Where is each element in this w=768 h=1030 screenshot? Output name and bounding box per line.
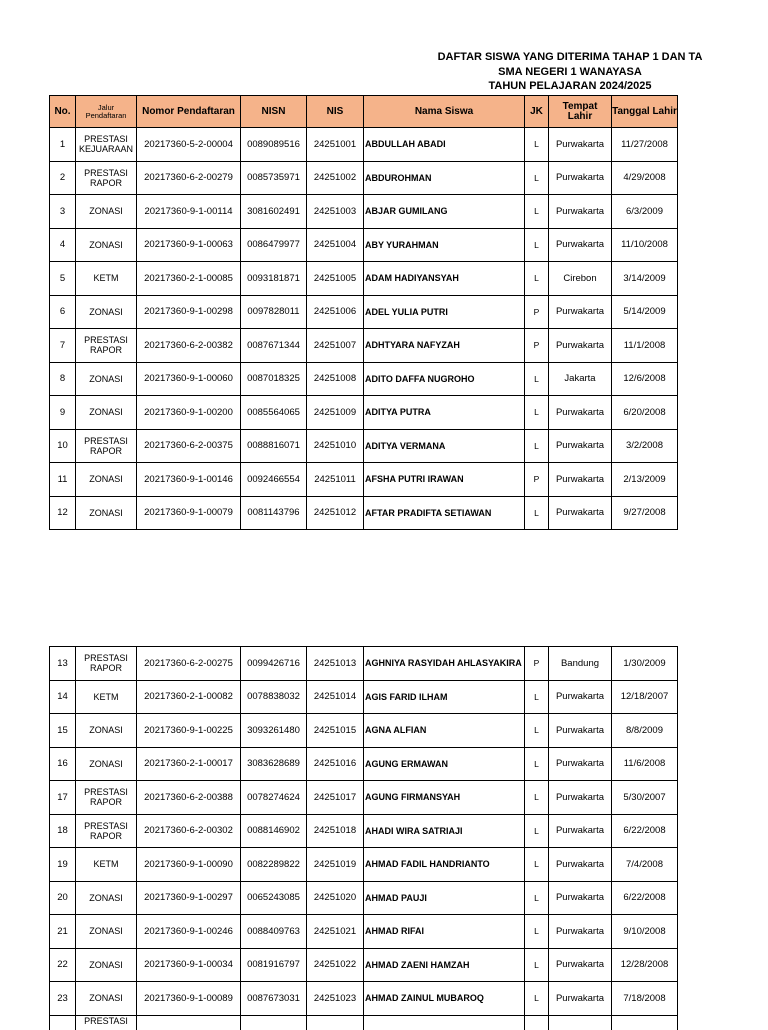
cell-nis: 24251010 (307, 429, 364, 463)
cell-tempat-lahir: Purwakarta (549, 714, 612, 748)
cell-tempat-lahir: Purwakarta (549, 496, 612, 530)
header-nama-siswa: Nama Siswa (364, 96, 525, 128)
table-row (50, 982, 678, 1016)
cell-nisn: 0078274624 (241, 781, 307, 815)
cell-nama-siswa: ABDUROHMAN (364, 161, 525, 195)
cell-nomor-pendaftaran: 20217360-9-1-00225 (137, 714, 241, 748)
cell-nomor-pendaftaran: 20217360-9-1-00200 (137, 396, 241, 430)
cell-empty (612, 1015, 678, 1030)
cell-tempat-lahir: Purwakarta (549, 948, 612, 982)
cell-nama-siswa: ADEL YULIA PUTRI (364, 295, 525, 329)
cell-nisn: 0088409763 (241, 915, 307, 949)
cell-jalur: ZONASI (76, 948, 137, 982)
cell-jk: L (525, 496, 549, 530)
table-row (50, 680, 678, 714)
table-row (50, 881, 678, 915)
cell-tempat-lahir: Purwakarta (549, 128, 612, 162)
table-row (50, 329, 678, 363)
cell-nomor-pendaftaran: 20217360-9-1-00060 (137, 362, 241, 396)
cell-no: 2 (50, 161, 76, 195)
cell-jk: L (525, 747, 549, 781)
cell-nisn: 0088816071 (241, 429, 307, 463)
cell-nomor-pendaftaran: 20217360-6-2-00279 (137, 161, 241, 195)
cell-tanggal-lahir: 11/10/2008 (612, 228, 678, 262)
cell-nomor-pendaftaran: 20217360-2-1-00082 (137, 680, 241, 714)
cell-jalur: ZONASI (76, 295, 137, 329)
cell-empty (241, 1015, 307, 1030)
cell-tempat-lahir: Purwakarta (549, 747, 612, 781)
cell-tempat-lahir: Purwakarta (549, 848, 612, 882)
cell-jalur: KETM (76, 848, 137, 882)
cell-tempat-lahir: Bandung (549, 647, 612, 681)
cell-tanggal-lahir: 11/1/2008 (612, 329, 678, 363)
cell-jalur: ZONASI (76, 496, 137, 530)
cell-tanggal-lahir: 11/27/2008 (612, 128, 678, 162)
cell-tempat-lahir: Purwakarta (549, 161, 612, 195)
cell-jalur: ZONASI (76, 396, 137, 430)
cell-tanggal-lahir: 9/10/2008 (612, 915, 678, 949)
cell-nomor-pendaftaran: 20217360-9-1-00063 (137, 228, 241, 262)
cell-jk: L (525, 948, 549, 982)
cell-tempat-lahir: Purwakarta (549, 228, 612, 262)
cell-nomor-pendaftaran: 20217360-6-2-00388 (137, 781, 241, 815)
cell-no: 17 (50, 781, 76, 815)
cell-nisn: 0087018325 (241, 362, 307, 396)
cell-jalur: PRESTASI RAPOR (76, 329, 137, 363)
cell-no: 21 (50, 915, 76, 949)
cell-nisn: 0087671344 (241, 329, 307, 363)
cell-nisn: 0081916797 (241, 948, 307, 982)
cell-tempat-lahir: Purwakarta (549, 429, 612, 463)
cell-jalur: PRESTASI RAPOR (76, 429, 137, 463)
table-row (50, 747, 678, 781)
cell-nomor-pendaftaran: 20217360-2-1-00085 (137, 262, 241, 296)
cell-nis: 24251002 (307, 161, 364, 195)
cell-nama-siswa: ADITYA PUTRA (364, 396, 525, 430)
cell-tempat-lahir: Purwakarta (549, 195, 612, 229)
cell-nis: 24251006 (307, 295, 364, 329)
cell-jk: L (525, 362, 549, 396)
header-nomor-pendaftaran: Nomor Pendaftaran (137, 96, 241, 128)
cell-jk: L (525, 161, 549, 195)
table-row (50, 128, 678, 162)
cell-jk: L (525, 915, 549, 949)
table-row (50, 496, 678, 530)
cell-tempat-lahir: Purwakarta (549, 915, 612, 949)
cell-jk: L (525, 128, 549, 162)
cell-nama-siswa: ADITYA VERMANA (364, 429, 525, 463)
table-row (50, 195, 678, 229)
cell-jalur: ZONASI (76, 228, 137, 262)
title-line-1: DAFTAR SISWA YANG DITERIMA TAHAP 1 DAN TA (437, 51, 703, 63)
student-table-page-1 (49, 95, 678, 530)
cell-tanggal-lahir: 5/14/2009 (612, 295, 678, 329)
table-row (50, 781, 678, 815)
cell-nis: 24251011 (307, 463, 364, 497)
table-row (50, 647, 678, 681)
cell-jalur: ZONASI (76, 915, 137, 949)
cell-nama-siswa: ADAM HADIYANSYAH (364, 262, 525, 296)
cell-nis: 24251014 (307, 680, 364, 714)
cell-nama-siswa: AGNA ALFIAN (364, 714, 525, 748)
cell-nisn: 0082289822 (241, 848, 307, 882)
cell-jk: P (525, 329, 549, 363)
header-tempat-lahir: Tempat Lahir (549, 96, 612, 128)
cell-tanggal-lahir: 9/27/2008 (612, 496, 678, 530)
cell-tanggal-lahir: 2/13/2009 (612, 463, 678, 497)
cell-jk: L (525, 814, 549, 848)
cell-jalur: PRESTASI KEJUARAAN (76, 128, 137, 162)
cell-jalur: ZONASI (76, 982, 137, 1016)
cell-nis: 24251016 (307, 747, 364, 781)
cell-nisn: 0078838032 (241, 680, 307, 714)
cell-nomor-pendaftaran: 20217360-9-1-00034 (137, 948, 241, 982)
cell-jalur: PRESTASI RAPOR (76, 647, 137, 681)
cell-nomor-pendaftaran: 20217360-9-1-00298 (137, 295, 241, 329)
cell-nama-siswa: AGIS FARID ILHAM (364, 680, 525, 714)
cell-nis: 24251019 (307, 848, 364, 882)
cell-nis: 24251021 (307, 915, 364, 949)
cell-nomor-pendaftaran: 20217360-6-2-00375 (137, 429, 241, 463)
cell-no: 8 (50, 362, 76, 396)
cell-nama-siswa: AHMAD RIFAI (364, 915, 525, 949)
cell-no: 14 (50, 680, 76, 714)
cell-nis: 24251012 (307, 496, 364, 530)
cell-jk: P (525, 647, 549, 681)
title-line-2: SMA NEGERI 1 WANAYASA (498, 65, 642, 78)
cell-no: 1 (50, 128, 76, 162)
cell-jalur: PRESTASI RAPOR (76, 161, 137, 195)
header-tanggal-lahir: Tanggal Lahir (612, 96, 678, 128)
cell-no: 7 (50, 329, 76, 363)
cell-nama-siswa: ADITO DAFFA NUGROHO (364, 362, 525, 396)
cell-nomor-pendaftaran: 20217360-9-1-00090 (137, 848, 241, 882)
cell-tempat-lahir: Purwakarta (549, 295, 612, 329)
cell-tanggal-lahir: 11/6/2008 (612, 747, 678, 781)
cell-tanggal-lahir: 6/20/2008 (612, 396, 678, 430)
cell-nomor-pendaftaran: 20217360-9-1-00089 (137, 982, 241, 1016)
cell-jk: L (525, 781, 549, 815)
cell-no: 9 (50, 396, 76, 430)
cell-no: 16 (50, 747, 76, 781)
table-row (50, 463, 678, 497)
table-row (50, 228, 678, 262)
cell-tempat-lahir: Purwakarta (549, 396, 612, 430)
cell-nama-siswa: ABDULLAH ABADI (364, 128, 525, 162)
table-header-row (50, 96, 678, 128)
cell-nomor-pendaftaran: 20217360-9-1-00146 (137, 463, 241, 497)
cell-tanggal-lahir: 5/30/2007 (612, 781, 678, 815)
cell-jalur: ZONASI (76, 714, 137, 748)
cell-nomor-pendaftaran: 20217360-9-1-00114 (137, 195, 241, 229)
cell-jk: L (525, 982, 549, 1016)
cell-tempat-lahir: Purwakarta (549, 329, 612, 363)
cell-no: 20 (50, 881, 76, 915)
cell-nis: 24251023 (307, 982, 364, 1016)
cell-nama-siswa: ABJAR GUMILANG (364, 195, 525, 229)
cell-jk: L (525, 680, 549, 714)
cell-jalur: PRESTASI RAPOR (76, 814, 137, 848)
cell-nama-siswa: AHMAD FADIL HANDRIANTO (364, 848, 525, 882)
cell-empty (50, 1015, 76, 1030)
cell-tempat-lahir: Purwakarta (549, 781, 612, 815)
cell-nisn: 0087673031 (241, 982, 307, 1016)
cell-jalur: KETM (76, 262, 137, 296)
cell-nomor-pendaftaran: 20217360-9-1-00079 (137, 496, 241, 530)
cell-nisn: 0086479977 (241, 228, 307, 262)
cell-empty (525, 1015, 549, 1030)
table-row (50, 915, 678, 949)
cell-tempat-lahir: Jakarta (549, 362, 612, 396)
cell-no: 12 (50, 496, 76, 530)
cell-nis: 24251003 (307, 195, 364, 229)
cell-nisn: 0097828011 (241, 295, 307, 329)
cell-nomor-pendaftaran: 20217360-9-1-00297 (137, 881, 241, 915)
cell-no: 11 (50, 463, 76, 497)
table-row (50, 814, 678, 848)
cell-jalur: ZONASI (76, 463, 137, 497)
cell-nama-siswa: AFSHA PUTRI IRAWAN (364, 463, 525, 497)
cell-tanggal-lahir: 6/22/2008 (612, 814, 678, 848)
table-row (50, 295, 678, 329)
cell-nama-siswa: AGHNIYA RASYIDAH AHLASYAKIRA (364, 647, 525, 681)
cell-tempat-lahir: Purwakarta (549, 982, 612, 1016)
cell-tanggal-lahir: 7/4/2008 (612, 848, 678, 882)
cell-tanggal-lahir: 7/18/2008 (612, 982, 678, 1016)
cell-nomor-pendaftaran: 20217360-9-1-00246 (137, 915, 241, 949)
cell-jalur: ZONASI (76, 362, 137, 396)
cell-empty (307, 1015, 364, 1030)
cell-nisn: 3081602491 (241, 195, 307, 229)
cell-nomor-pendaftaran: 20217360-6-2-00302 (137, 814, 241, 848)
header-jalur: Jalur Pendaftaran (76, 96, 137, 128)
cell-nama-siswa: AHMAD ZAINUL MUBAROQ (364, 982, 525, 1016)
cell-jk: L (525, 429, 549, 463)
cell-nisn: 0089089516 (241, 128, 307, 162)
cell-nisn: 0088146902 (241, 814, 307, 848)
cell-nama-siswa: AHMAD ZAENI HAMZAH (364, 948, 525, 982)
table-row (50, 161, 678, 195)
cell-jk: L (525, 881, 549, 915)
cell-no: 15 (50, 714, 76, 748)
cell-no: 5 (50, 262, 76, 296)
cell-jalur: ZONASI (76, 747, 137, 781)
cell-no: 3 (50, 195, 76, 229)
cell-empty (549, 1015, 612, 1030)
cell-nomor-pendaftaran: 20217360-2-1-00017 (137, 747, 241, 781)
cell-nis: 24251008 (307, 362, 364, 396)
cell-jk: P (525, 295, 549, 329)
cell-jk: L (525, 848, 549, 882)
cell-nisn: 0092466554 (241, 463, 307, 497)
cell-no: 6 (50, 295, 76, 329)
cell-nis: 24251018 (307, 814, 364, 848)
cell-jk: P (525, 463, 549, 497)
cell-tanggal-lahir: 4/29/2008 (612, 161, 678, 195)
cell-tanggal-lahir: 6/22/2008 (612, 881, 678, 915)
table-row (50, 262, 678, 296)
cell-nisn: 0065243085 (241, 881, 307, 915)
student-table-page-2 (49, 646, 678, 1030)
cell-nomor-pendaftaran: 20217360-6-2-00382 (137, 329, 241, 363)
cell-jalur: PRESTASI RAPOR (76, 781, 137, 815)
cell-jalur: KETM (76, 680, 137, 714)
cell-tanggal-lahir: 8/8/2009 (612, 714, 678, 748)
cell-no: 18 (50, 814, 76, 848)
cell-jalur: ZONASI (76, 195, 137, 229)
table-row (50, 714, 678, 748)
cell-jk: L (525, 195, 549, 229)
header-jk: JK (525, 96, 549, 128)
cell-nama-siswa: AHMAD PAUJI (364, 881, 525, 915)
cell-tempat-lahir: Purwakarta (549, 881, 612, 915)
cell-nama-siswa: ADHTYARA NAFYZAH (364, 329, 525, 363)
header-nisn: NISN (241, 96, 307, 128)
cell-nama-siswa: AGUNG FIRMANSYAH (364, 781, 525, 815)
cell-nis: 24251013 (307, 647, 364, 681)
cell-nisn: 0093181871 (241, 262, 307, 296)
cell-nisn: 3093261480 (241, 714, 307, 748)
cell-nis: 24251022 (307, 948, 364, 982)
cell-jk: L (525, 396, 549, 430)
cell-nis: 24251007 (307, 329, 364, 363)
table-row (50, 429, 678, 463)
cell-nis: 24251004 (307, 228, 364, 262)
document-title (400, 50, 740, 94)
table-row (50, 362, 678, 396)
cell-nama-siswa: ABY YURAHMAN (364, 228, 525, 262)
cell-nisn: 0099426716 (241, 647, 307, 681)
cell-no: 13 (50, 647, 76, 681)
cell-tempat-lahir: Purwakarta (549, 463, 612, 497)
cell-nis: 24251005 (307, 262, 364, 296)
cell-jalur: ZONASI (76, 881, 137, 915)
cell-no: 23 (50, 982, 76, 1016)
cell-nama-siswa: AGUNG ERMAWAN (364, 747, 525, 781)
cell-tanggal-lahir: 6/3/2009 (612, 195, 678, 229)
header-no: No. (50, 96, 76, 128)
cell-empty (364, 1015, 525, 1030)
cell-no: 10 (50, 429, 76, 463)
cell-no: 22 (50, 948, 76, 982)
cell-tempat-lahir: Purwakarta (549, 814, 612, 848)
cell-nomor-pendaftaran: 20217360-6-2-00275 (137, 647, 241, 681)
cell-nis: 24251017 (307, 781, 364, 815)
cell-nomor-pendaftaran: 20217360-5-2-00004 (137, 128, 241, 162)
cell-tanggal-lahir: 12/18/2007 (612, 680, 678, 714)
cell-nis: 24251009 (307, 396, 364, 430)
cell-tanggal-lahir: 12/28/2008 (612, 948, 678, 982)
cell-tempat-lahir: Purwakarta (549, 680, 612, 714)
cell-empty (137, 1015, 241, 1030)
cell-no: 19 (50, 848, 76, 882)
cell-jk: L (525, 262, 549, 296)
cell-nama-siswa: AHADI WIRA SATRIAJI (364, 814, 525, 848)
cell-jk: L (525, 714, 549, 748)
cell-tanggal-lahir: 1/30/2009 (612, 647, 678, 681)
table-row (50, 948, 678, 982)
table-row (50, 848, 678, 882)
cell-nis: 24251001 (307, 128, 364, 162)
cell-tanggal-lahir: 3/14/2009 (612, 262, 678, 296)
table-row-partial (50, 1015, 678, 1030)
cell-jk: L (525, 228, 549, 262)
cell-nis: 24251020 (307, 881, 364, 915)
header-nis: NIS (307, 96, 364, 128)
cell-tanggal-lahir: 3/2/2008 (612, 429, 678, 463)
cell-nis: 24251015 (307, 714, 364, 748)
cell-tanggal-lahir: 12/6/2008 (612, 362, 678, 396)
cell-nama-siswa: AFTAR PRADIFTA SETIAWAN (364, 496, 525, 530)
cell-nisn: 0085564065 (241, 396, 307, 430)
cell-tempat-lahir: Cirebon (549, 262, 612, 296)
cell-nisn: 0085735971 (241, 161, 307, 195)
table-row (50, 396, 678, 430)
title-line-3: TAHUN PELAJARAN 2024/2025 (488, 80, 652, 92)
cell-nisn: 3083628689 (241, 747, 307, 781)
cell-no: 4 (50, 228, 76, 262)
cell-jalur: PRESTASI (76, 1015, 137, 1030)
cell-nisn: 0081143796 (241, 496, 307, 530)
